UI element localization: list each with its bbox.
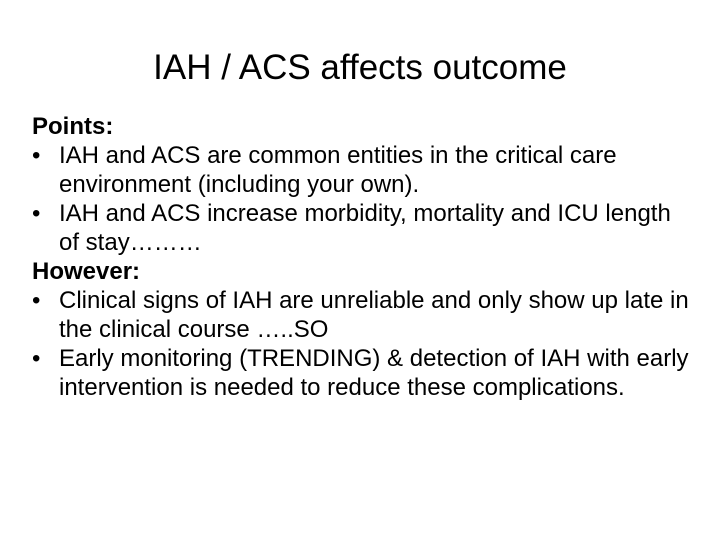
bullet-text: IAH and ACS are common entities in the critical care environment (including your own). <box>59 142 617 198</box>
however-bullet-list <box>32 286 692 402</box>
points-bullet-list <box>32 141 692 257</box>
bullet-text: Clinical signs of IAH are unreliable and only show up late in the clinical course …..SO <box>59 287 689 343</box>
bullet-dot-icon: • <box>32 287 41 314</box>
bullet-item <box>32 344 692 402</box>
bullet-text: IAH and ACS increase morbidity, mortality and ICU length of stay……… <box>59 200 671 256</box>
bullet-text: Early monitoring (TRENDING) & detection of IAH with early intervention is needed to reduce these complications. <box>59 345 689 401</box>
bullet-item <box>32 286 692 344</box>
section-heading-points: Points: <box>32 113 114 140</box>
section-heading-however: However: <box>32 258 141 285</box>
slide-body <box>32 112 692 402</box>
bullet-item <box>32 141 692 199</box>
bullet-item <box>32 199 692 257</box>
bullet-dot-icon: • <box>32 345 41 372</box>
bullet-dot-icon: • <box>32 142 41 169</box>
slide-title: IAH / ACS affects outcome <box>153 48 567 87</box>
bullet-dot-icon: • <box>32 200 41 227</box>
